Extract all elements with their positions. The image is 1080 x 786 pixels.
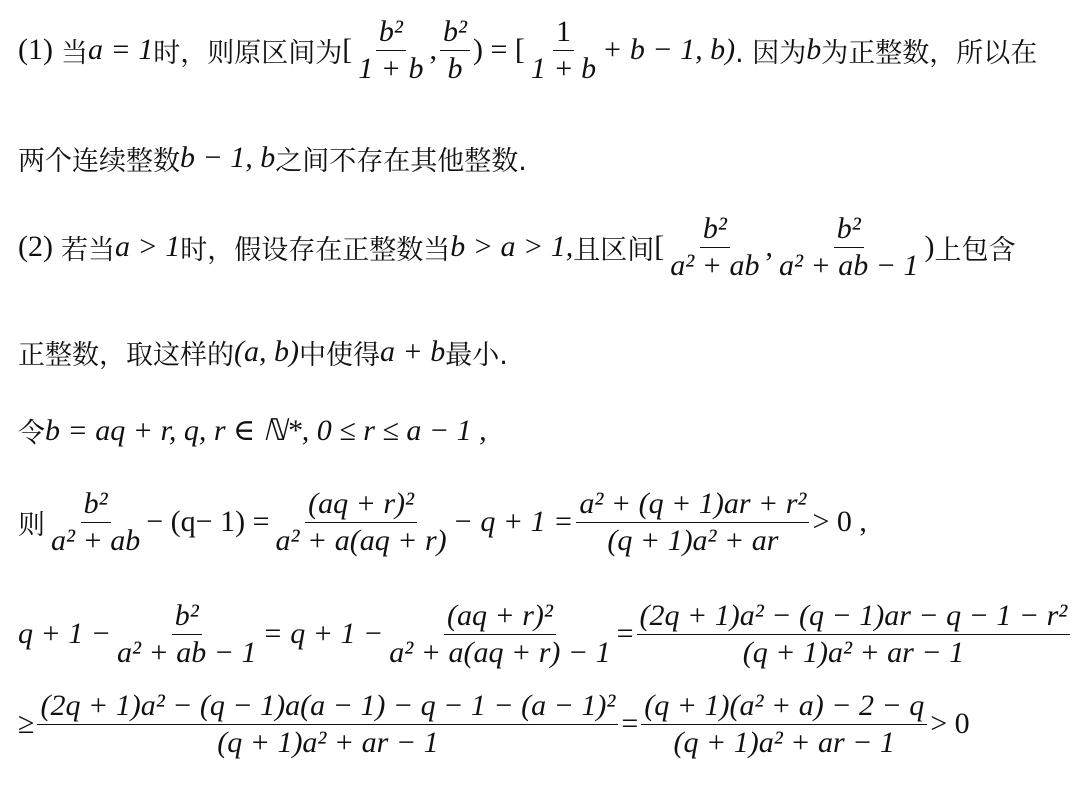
- text: 正整数，取这样的: [18, 339, 234, 371]
- part1-label: (1): [18, 33, 53, 66]
- denominator: a² + ab: [670, 248, 760, 282]
- fraction: [528, 14, 599, 87]
- text: 若当: [60, 234, 115, 266]
- math-var: b: [806, 33, 822, 66]
- math-equals: ) = [: [472, 33, 525, 66]
- denominator: (q + 1)a² + ar − 1: [673, 725, 895, 759]
- math-expr: b = aq + r, q, r ∈ ℕ*, 0 ≤ r ≤ a − 1 ,: [45, 413, 487, 447]
- text: 之间不存在其他整数.: [275, 145, 527, 177]
- fraction: [355, 14, 426, 87]
- equation-b: [18, 596, 1070, 672]
- denominator: a² + a(aq + r) − 1: [389, 635, 611, 669]
- math-end: > 0: [930, 707, 970, 740]
- equation-a: [18, 484, 1070, 560]
- math-tail: + b − 1, b): [602, 33, 736, 66]
- comma: ,: [429, 33, 437, 66]
- fraction: [48, 486, 143, 559]
- text: 最小.: [445, 339, 508, 371]
- denominator: a² + a(aq + r): [275, 523, 447, 557]
- numerator: (aq + r)²: [444, 598, 556, 635]
- math-lead: ≥: [18, 707, 35, 740]
- math-mid: − (q− 1) =: [146, 505, 270, 538]
- math-end: > 0 ,: [812, 505, 867, 538]
- math-mid: = q + 1 −: [262, 617, 384, 650]
- fraction: [637, 598, 1071, 671]
- fraction: [114, 598, 259, 671]
- math-mid: =: [621, 707, 639, 740]
- numerator: b²: [81, 486, 111, 523]
- text: 时，假设存在正整数当: [180, 234, 451, 266]
- text: 则: [18, 509, 45, 541]
- denominator: (q + 1)a² + ar − 1: [217, 725, 439, 759]
- denominator: 1 + b: [358, 51, 424, 85]
- denominator: (q + 1)a² + ar − 1: [742, 635, 965, 669]
- numerator: (2q + 1)a² − (q − 1)ar − q − 1 − r²: [637, 598, 1071, 635]
- numerator: (aq + r)²: [305, 486, 417, 523]
- text: 当: [60, 37, 88, 69]
- equation-c: [18, 686, 1070, 762]
- fraction: [641, 688, 927, 761]
- bracket: ): [924, 230, 935, 263]
- fraction: [667, 211, 762, 284]
- text: 且区间: [573, 234, 655, 266]
- math-lead: q + 1 −: [18, 617, 111, 650]
- fraction: [776, 211, 921, 284]
- part1-line1: [18, 14, 1070, 86]
- part2-label: (2): [18, 230, 53, 263]
- fraction: [37, 688, 618, 761]
- part1-line2: [18, 138, 1070, 178]
- math-mid: − q + 1 =: [452, 505, 574, 538]
- numerator: a² + (q + 1)ar + r²: [576, 486, 809, 523]
- text: 为正整数，所以在: [821, 37, 1038, 69]
- text: 中使得: [298, 339, 380, 371]
- bracket: [: [654, 230, 665, 263]
- numerator: b²: [700, 211, 730, 248]
- text: 两个连续整数: [18, 145, 180, 177]
- bracket: [: [342, 33, 353, 66]
- numerator: (q + 1)(a² + a) − 2 − q: [641, 688, 927, 725]
- math-mid: =: [616, 617, 634, 650]
- numerator: b²: [440, 14, 470, 51]
- numerator: b²: [172, 598, 202, 635]
- math-condition: b > a > 1,: [450, 230, 574, 263]
- text: 上包含: [934, 234, 1016, 266]
- numerator: b²: [376, 14, 406, 51]
- denominator: a² + ab − 1: [778, 248, 919, 282]
- fraction: [440, 14, 470, 87]
- denominator: a² + ab: [51, 523, 141, 557]
- fraction: [273, 486, 450, 559]
- part2-line1: [18, 210, 1070, 284]
- math-condition: a = 1: [87, 33, 154, 66]
- denominator: (q + 1)a² + ar: [607, 523, 779, 557]
- numerator: (2q + 1)a² − (q − 1)a(a − 1) − q − 1 − (a − 1)²: [37, 688, 618, 725]
- text: 时，则原区间为: [153, 37, 343, 69]
- math-condition: a > 1: [114, 230, 181, 263]
- math-pair: (a, b): [234, 335, 299, 368]
- denominator: a² + ab − 1: [117, 635, 257, 669]
- numerator: 1: [553, 14, 574, 51]
- denominator: b: [447, 51, 463, 85]
- math-sum: a + b: [379, 335, 446, 368]
- comma: ,: [765, 230, 773, 263]
- text: . 因为: [735, 37, 807, 69]
- denominator: 1 + b: [530, 51, 597, 85]
- text: 令: [18, 417, 45, 449]
- definition-line: [18, 410, 1070, 450]
- part2-line2: [18, 332, 1070, 372]
- fraction: [386, 598, 613, 671]
- fraction: [576, 486, 809, 559]
- numerator: b²: [834, 211, 864, 248]
- math-expr: b − 1, b: [180, 141, 276, 174]
